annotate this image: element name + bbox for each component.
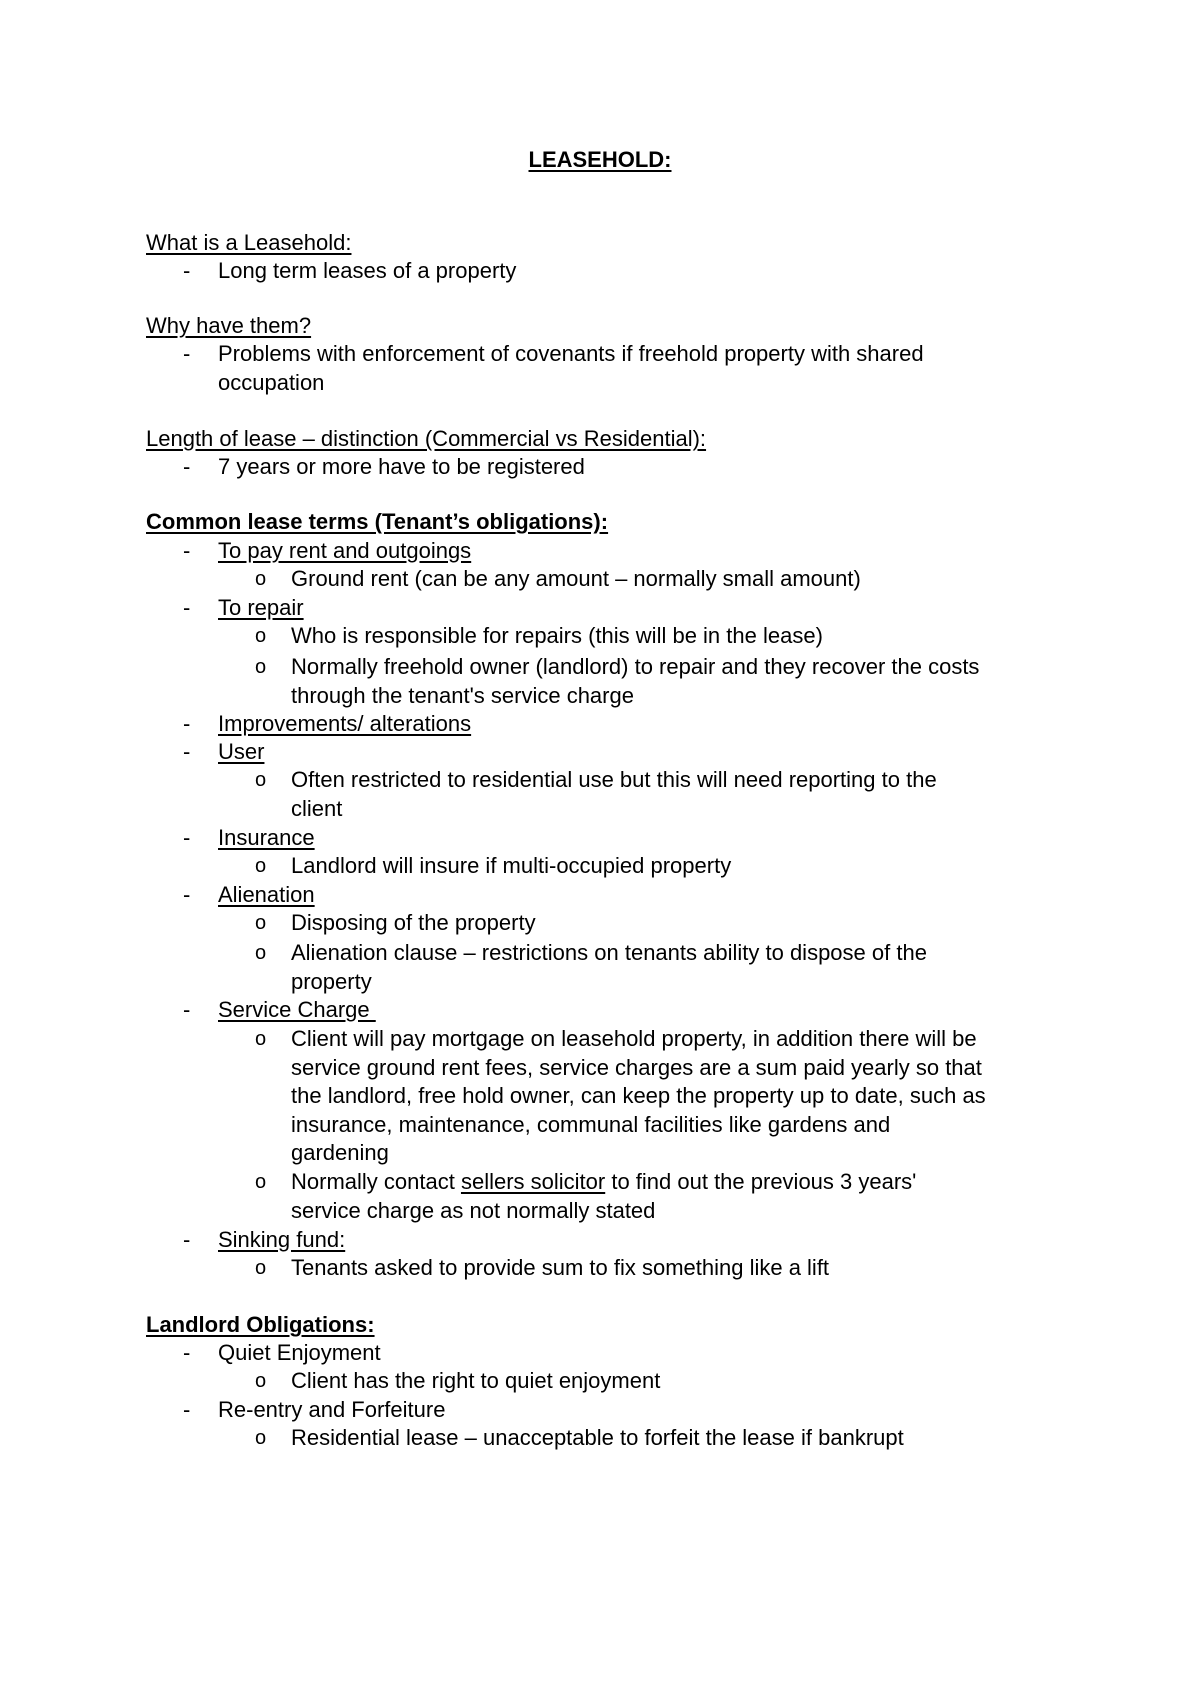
sub-item-continued: property — [291, 969, 372, 994]
sub-item: Landlord will insure if multi-occupied property — [291, 853, 732, 878]
dash-marker: - — [183, 1340, 191, 1365]
bullet-marker: o — [255, 1171, 267, 1193]
dash-marker: - — [183, 997, 191, 1022]
list-item: 7 years or more have to be registered — [218, 454, 585, 479]
sub-item: Normally freehold owner (landlord) to repair and they recover the costs — [291, 654, 980, 679]
bullet-marker: o — [255, 1028, 267, 1050]
dash-marker: - — [183, 882, 191, 907]
sub-item: Client has the right to quiet enjoyment — [291, 1368, 661, 1393]
list-item: Long term leases of a property — [218, 258, 517, 283]
term-reentry-forfeiture: Re-entry and Forfeiture — [218, 1397, 446, 1422]
bullet-marker: o — [255, 855, 267, 877]
sub-item-continued: the landlord, free hold owner, can keep the property up to date, such as — [291, 1083, 986, 1108]
term-user: User — [218, 739, 265, 764]
heading-length-of-lease: Length of lease – distinction (Commercial vs Residential): — [146, 426, 707, 451]
dash-marker: - — [183, 825, 191, 850]
dash-marker: - — [183, 258, 191, 283]
bullet-marker: o — [255, 625, 267, 647]
bullet-marker: o — [255, 942, 267, 964]
sub-item: Ground rent (can be any amount – normally small amount) — [291, 566, 861, 591]
term-sinking-fund: Sinking fund: — [218, 1227, 346, 1252]
sub-item-text: to find out the previous 3 years' — [605, 1169, 917, 1194]
bullet-marker: o — [255, 1257, 267, 1279]
sub-item-continued: client — [291, 796, 343, 821]
term-rent: To pay rent and outgoings — [218, 538, 472, 563]
heading-what-is-leasehold: What is a Leasehold: — [146, 230, 352, 255]
term-alienation: Alienation — [218, 882, 315, 907]
sub-item — [291, 1168, 916, 1196]
term-insurance: Insurance — [218, 825, 315, 850]
sub-item: Who is responsible for repairs (this will be in the lease) — [291, 623, 823, 648]
dash-marker: - — [183, 739, 191, 764]
sub-item-continued: service charge as not normally stated — [291, 1198, 656, 1223]
list-item: Problems with enforcement of covenants if freehold property with shared — [218, 341, 924, 366]
sub-item: Residential lease – unacceptable to forfeit the lease if bankrupt — [291, 1425, 904, 1450]
bullet-marker: o — [255, 912, 267, 934]
sub-item: Alienation clause – restrictions on tenants ability to dispose of the — [291, 940, 927, 965]
heading-landlord-obligations: Landlord Obligations: — [146, 1312, 375, 1337]
dash-marker: - — [183, 595, 191, 620]
term-service-charge: Service Charge — [218, 997, 376, 1022]
dash-marker: - — [183, 711, 191, 736]
dash-marker: - — [183, 341, 191, 366]
sub-item: Client will pay mortgage on leasehold property, in addition there will be — [291, 1026, 977, 1051]
bullet-marker: o — [255, 568, 267, 590]
sub-item-continued: through the tenant's service charge — [291, 683, 634, 708]
dash-marker: - — [183, 538, 191, 563]
term-repair: To repair — [218, 595, 304, 620]
sub-item-text: Normally contact — [291, 1169, 461, 1194]
dash-marker: - — [183, 1397, 191, 1422]
heading-why-have-them: Why have them? — [146, 313, 312, 338]
sellers-solicitor-text: sellers solicitor — [460, 1169, 606, 1194]
page-title: LEASEHOLD: — [528, 147, 672, 172]
sub-item: Disposing of the property — [291, 910, 536, 935]
sub-item: Often restricted to residential use but this will need reporting to the — [291, 767, 937, 792]
term-quiet-enjoyment: Quiet Enjoyment — [218, 1340, 381, 1365]
bullet-marker: o — [255, 656, 267, 678]
sub-item-continued: service ground rent fees, service charges are a sum paid yearly so that — [291, 1055, 982, 1080]
sub-item: Tenants asked to provide sum to fix something like a lift — [291, 1255, 830, 1280]
dash-marker: - — [183, 1227, 191, 1252]
sub-item-continued: insurance, maintenance, communal facilities like gardens and — [291, 1112, 891, 1137]
list-item-continued: occupation — [218, 370, 325, 395]
bullet-marker: o — [255, 1427, 267, 1449]
dash-marker: - — [183, 454, 191, 479]
bullet-marker: o — [255, 769, 267, 791]
heading-common-lease-terms: Common lease terms (Tenant’s obligations): — [146, 509, 609, 534]
term-improvements: Improvements/ alterations — [218, 711, 472, 736]
sub-item-continued: gardening — [291, 1140, 389, 1165]
bullet-marker: o — [255, 1370, 267, 1392]
